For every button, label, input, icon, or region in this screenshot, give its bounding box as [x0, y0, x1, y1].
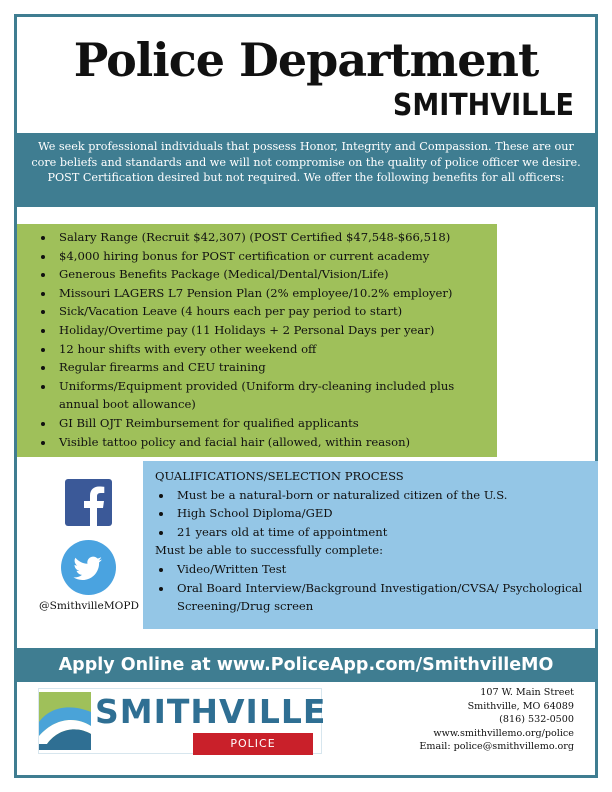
logo-wordmark: SMITHVILLE: [95, 692, 327, 731]
selection-step: • Oral Board Interview/Background Investigation/CVSA/ Psychological Screening/Drug screen: [173, 579, 590, 616]
qualification-item: • 21 years old at time of appointment: [173, 523, 590, 542]
selection-steps-list: [155, 560, 590, 616]
selection-step: • Video/Written Test: [173, 560, 590, 579]
email-link[interactable]: Email: police@smithvillemo.org: [419, 741, 574, 753]
benefit-item: • Holiday/Overtime pay (11 Holidays + 2 Personal Days per year): [55, 321, 491, 340]
logo-police-tag: POLICE: [193, 733, 313, 755]
website-link[interactable]: www.smithvillemo.org/police: [433, 727, 574, 739]
smithville-logo-mark: [39, 692, 91, 750]
intro-banner: We seek professional individuals that possess Honor, Integrity and Compassion. These are our core beliefs and standards and we will not compromise on the quality of police officer we desire. POST Certification desired but not required. We offer the following benefits for all officers:: [17, 133, 595, 207]
page-title: Police Department: [73, 33, 539, 87]
benefit-item: • Regular firearms and CEU training: [55, 358, 491, 377]
benefit-item: • Missouri LAGERS L7 Pension Plan (2% employee/10.2% employer): [55, 284, 491, 303]
qualifications-list: [155, 486, 590, 542]
street-address: 107 W. Main Street: [480, 687, 574, 698]
contact-block: [419, 686, 574, 754]
benefit-item: • 12 hour shifts with every other weekend off: [55, 340, 491, 359]
qualification-item: • Must be a natural-born or naturalized citizen of the U.S.: [173, 486, 590, 505]
twitter-handle: @SmithvilleMOPD: [39, 600, 139, 612]
benefit-item: • Visible tattoo policy and facial hair (allowed, within reason): [55, 433, 491, 452]
qualifications-panel: [143, 461, 598, 629]
benefit-item: • Sick/Vacation Leave (4 hours each per pay period to start): [55, 302, 491, 321]
apply-online-banner[interactable]: Apply Online at www.PoliceApp.com/SmithvilleMO: [17, 648, 595, 682]
page-subtitle: SMITHVILLE: [392, 88, 574, 123]
benefits-panel: [17, 224, 497, 457]
selection-subheading: Must be able to successfully complete:: [155, 543, 383, 558]
phone-number: (816) 532-0500: [499, 714, 574, 726]
qualifications-heading: QUALIFICATIONS/SELECTION PROCESS: [155, 469, 404, 483]
benefit-item: • GI Bill OJT Reimbursement for qualified applicants: [55, 414, 491, 433]
qualification-item: • High School Diploma/GED: [173, 504, 590, 523]
benefit-item: • Uniforms/Equipment provided (Uniform dry-cleaning included plus annual boot allowance): [55, 377, 491, 414]
twitter-icon[interactable]: [61, 540, 116, 595]
facebook-icon[interactable]: [65, 479, 112, 526]
city-state-zip: Smithville, MO 64089: [467, 700, 574, 712]
benefit-item: • $4,000 hiring bonus for POST certification or current academy: [55, 247, 491, 266]
benefit-item: • Salary Range (Recruit $42,307) (POST Certified $47,548-$66,518): [55, 228, 491, 247]
benefit-item: • Generous Benefits Package (Medical/Dental/Vision/Life): [55, 265, 491, 284]
benefits-list: [35, 228, 491, 451]
